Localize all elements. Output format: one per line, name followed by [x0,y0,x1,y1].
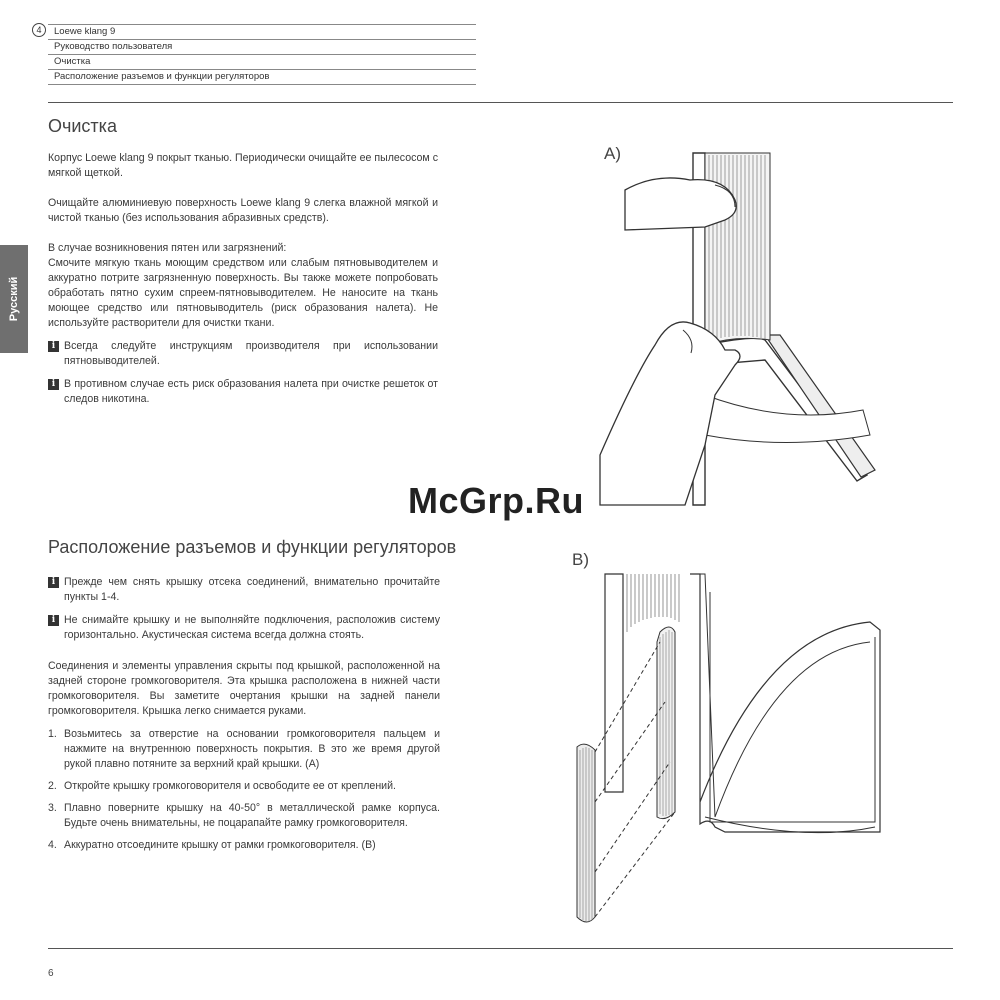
info-note-text: В противном случае есть риск образования налета при очистке решеток от следов никотина. [64,378,438,405]
page-number: 6 [48,968,54,979]
step-number: 2. [48,780,57,792]
info-note-text: Всегда следуйте инструкциям производителя при использовании пятновыводителей. [64,340,438,367]
info-icon: i [48,577,59,588]
cleaning-text-block [48,151,438,407]
breadcrumb-divider [48,84,476,85]
info-icon: i [48,341,59,352]
figure-b-label: B) [572,550,589,569]
step-number: 4. [48,839,57,851]
step-item [48,838,440,853]
info-icon: i [48,379,59,390]
step-item [48,801,440,831]
stains-paragraph: Смочите мягкую ткань моющим средством или слабым пятновыводителем и аккуратно потрите загрязненную поверхность. Вы также можете попробовать обработать пятно сухим спреем-пятновыводителем. Не наносите на ткань моющее средство или пятновыводитель (риск образования налета). Не используйте растворители для очистки ткани. [48,257,438,329]
step-text: Возьмитесь за отверстие на основании громкоговорителя пальцем и нажмите на внутреннюю поверхность покрытия. В это же время другой рукой плавно потяните за верхний край крышки. (A) [64,728,440,770]
language-tab-label: Русский [8,276,20,322]
section-number-badge: 4 [32,23,46,37]
info-note-text: Не снимайте крышку и не выполняйте подключения, расположив систему горизонтально. Акустическая система всегда должна стоять. [64,614,440,641]
step-number: 3. [48,802,57,814]
figure-a-label: A) [604,144,621,163]
connections-text-block [48,575,440,860]
footer-divider [48,948,953,949]
breadcrumb [48,24,476,85]
breadcrumb-item: Loewe klang 9 [48,24,476,39]
info-note [48,377,438,407]
info-note [48,613,440,643]
steps-list [48,727,440,853]
cleaning-paragraph: Очищайте алюминиевую поверхность Loewe klang 9 слегка влажной мягкой и чистой тканью (без использования абразивных средств). [48,197,438,224]
step-text: Плавно поверните крышку на 40-50° в металлической рамке корпуса. Будьте очень внимательны, не поцарапайте рамку громкоговорителя. [64,802,440,829]
info-icon: i [48,615,59,626]
info-note [48,575,440,605]
breadcrumb-item: Руководство пользователя [48,39,476,54]
info-note-text: Прежде чем снять крышку отсека соединений, внимательно прочитайте пункты 1-4. [64,576,440,603]
stains-intro: В случае возникновения пятен или загрязнений: [48,242,287,254]
connections-intro: Соединения и элементы управления скрыты под крышкой, расположенной на задней стороне громкоговорителя. Эта крышка расположена в нижней части громкоговорителя. Вы заметите очертания крышки на задней панели громкоговорителя. Крышка легко снимается руками. [48,660,440,717]
info-note [48,339,438,369]
watermark: McGrp.Ru [408,480,585,521]
breadcrumb-item: Расположение разъемов и функции регуляторов [48,69,476,84]
connections-heading: Расположение разъемов и функции регуляторов [48,537,457,557]
step-item [48,779,440,794]
step-number: 1. [48,728,57,740]
cleaning-heading: Очистка [48,116,117,136]
header-divider [48,102,953,103]
language-tab [0,245,28,353]
figure-b-illustration [565,572,895,942]
cleaning-paragraph: Корпус Loewe klang 9 покрыт тканью. Периодически очищайте ее пылесосом с мягкой щеткой. [48,152,438,179]
breadcrumb-item: Очистка [48,54,476,69]
figure-a-illustration [595,145,885,515]
step-text: Откройте крышку громкоговорителя и освободите ее от креплений. [64,780,396,792]
step-text: Аккуратно отсоедините крышку от рамки громкоговорителя. (B) [64,839,376,851]
step-item [48,727,440,772]
